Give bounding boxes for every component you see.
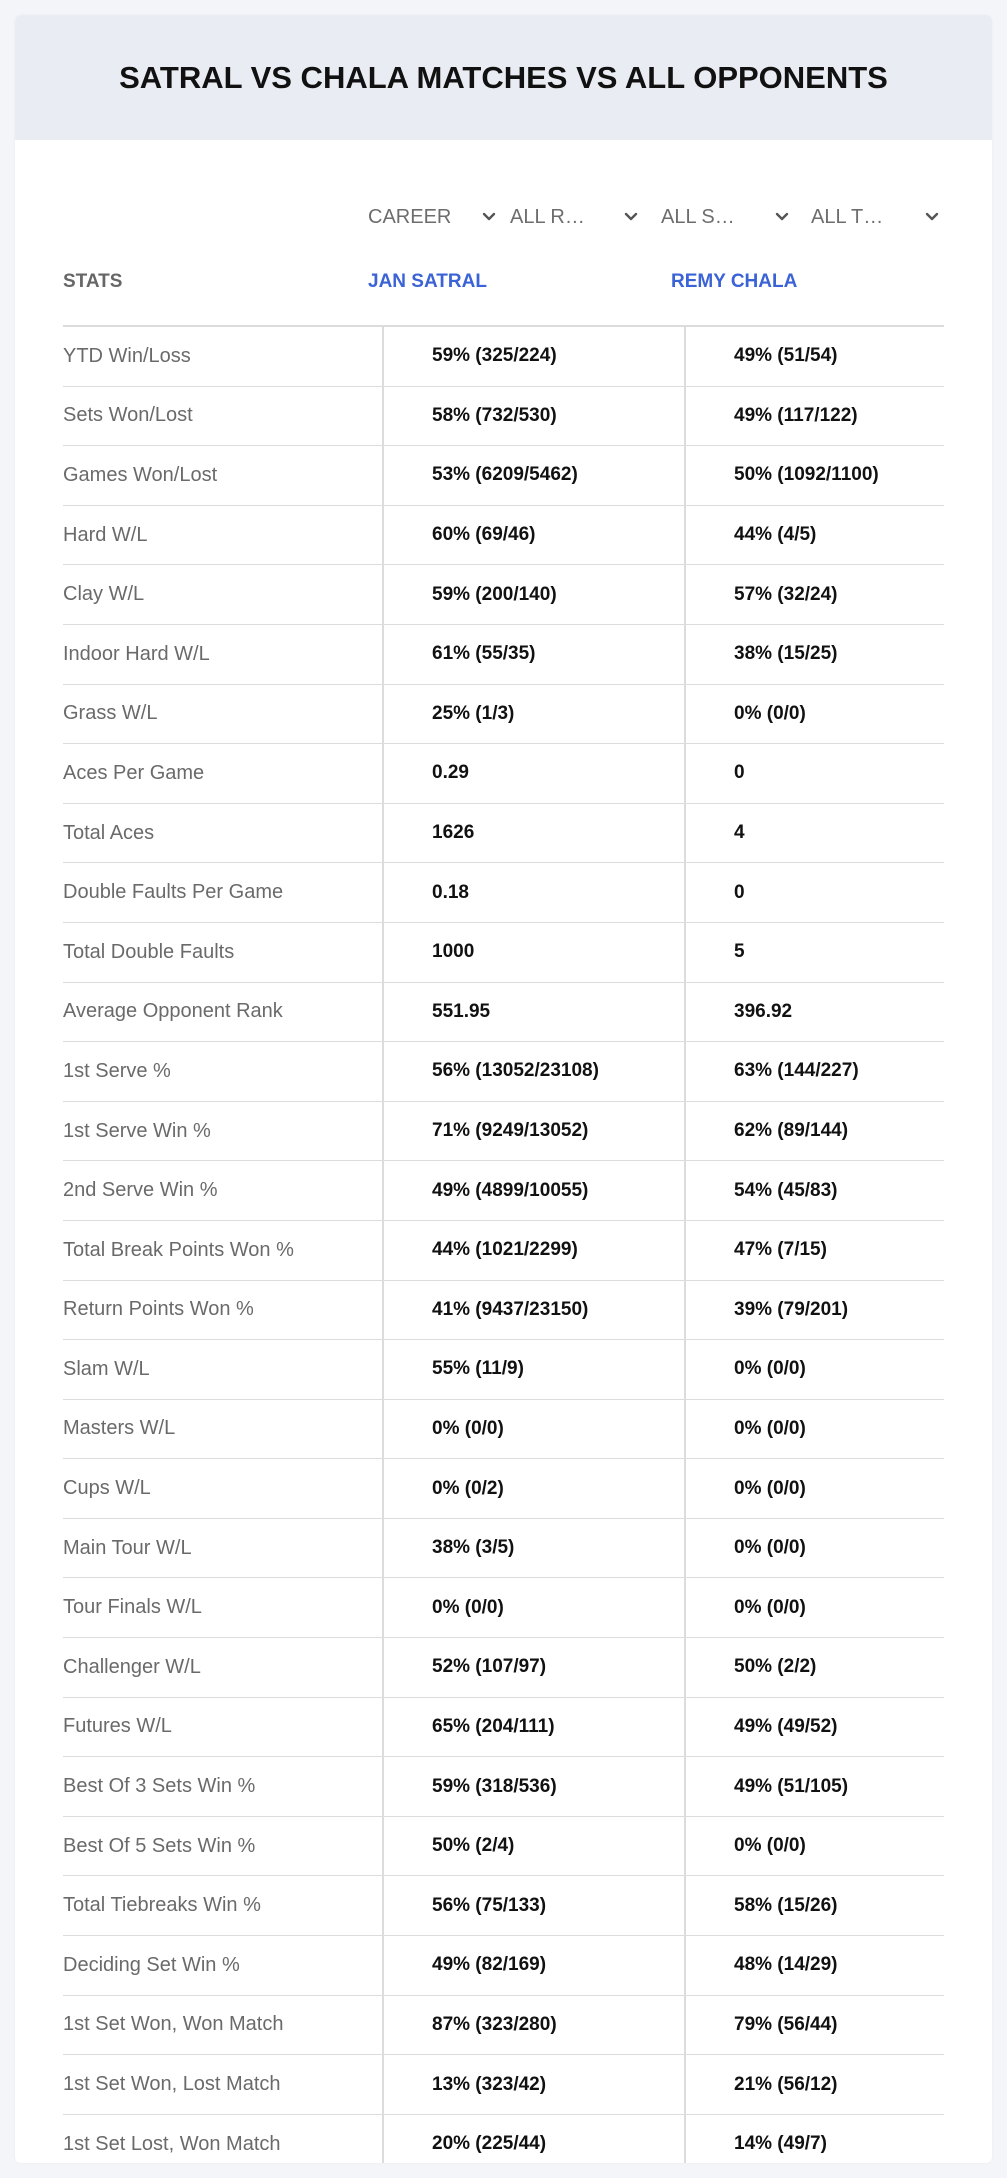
filter-label: CAREER — [368, 205, 452, 228]
player1-value: 59% (200/140) — [382, 565, 684, 624]
player1-value: 0% (0/0) — [382, 1578, 684, 1637]
player2-value: 39% (79/201) — [684, 1281, 986, 1340]
table-row — [63, 387, 944, 447]
filter-label: ALL S… — [661, 205, 735, 228]
stat-label: Main Tour W/L — [63, 1536, 192, 1559]
filter-round-select[interactable] — [510, 187, 640, 247]
stat-label: 1st Serve % — [63, 1059, 171, 1082]
player1-value: 1000 — [382, 923, 684, 982]
player1-value: 61% (55/35) — [382, 625, 684, 684]
player2-value: 21% (56/12) — [684, 2055, 986, 2114]
stat-label: Tour Finals W/L — [63, 1596, 202, 1619]
player2-value: 0% (0/0) — [684, 1340, 986, 1399]
player2-value: 14% (49/7) — [684, 2115, 986, 2163]
stat-label: Cups W/L — [63, 1477, 151, 1500]
stat-label: Sets Won/Lost — [63, 404, 193, 427]
player2-value: 0% (0/0) — [684, 1459, 986, 1518]
table-row — [63, 625, 944, 685]
table-row — [63, 1519, 944, 1579]
player2-value: 49% (51/105) — [684, 1757, 986, 1816]
table-body — [63, 327, 944, 2163]
chevron-down-icon — [923, 208, 941, 226]
stat-label: Deciding Set Win % — [63, 1953, 240, 1976]
page-title: SATRAL VS CHALA MATCHES VS ALL OPPONENTS — [119, 59, 888, 95]
table-row — [63, 1161, 944, 1221]
stat-label: Average Opponent Rank — [63, 1000, 283, 1023]
stat-label: Games Won/Lost — [63, 463, 218, 486]
stat-label: Best Of 3 Sets Win % — [63, 1775, 256, 1798]
table-row — [63, 1281, 944, 1341]
chevron-down-icon — [480, 208, 498, 226]
stat-label: 1st Set Won, Lost Match — [63, 2073, 281, 2096]
stat-label: Grass W/L — [63, 702, 158, 725]
table-row — [63, 446, 944, 506]
player1-value: 71% (9249/13052) — [382, 1102, 684, 1161]
player1-value: 50% (2/4) — [382, 1817, 684, 1876]
column-header-player2[interactable]: REMY CHALA — [671, 271, 798, 292]
page-header — [15, 15, 992, 140]
player2-value: 48% (14/29) — [684, 1936, 986, 1995]
player1-value: 551.95 — [382, 983, 684, 1042]
stat-label: 2nd Serve Win % — [63, 1179, 218, 1202]
player1-value: 49% (82/169) — [382, 1936, 684, 1995]
player2-value: 0% (0/0) — [684, 1578, 986, 1637]
table-row — [63, 2115, 944, 2163]
filter-label: ALL T… — [811, 205, 884, 228]
filter-label: ALL R… — [510, 205, 585, 228]
table-header — [63, 247, 944, 327]
stat-label: YTD Win/Loss — [63, 344, 191, 367]
table-row — [63, 1817, 944, 1877]
player1-value: 20% (225/44) — [382, 2115, 684, 2163]
player2-value: 54% (45/83) — [684, 1161, 986, 1220]
player2-value: 0 — [684, 863, 986, 922]
table-row — [63, 1340, 944, 1400]
player1-value: 0.18 — [382, 863, 684, 922]
filter-period-select[interactable] — [368, 187, 498, 247]
player2-value: 50% (2/2) — [684, 1638, 986, 1697]
player2-value: 0% (0/0) — [684, 1400, 986, 1459]
chevron-down-icon — [773, 208, 791, 226]
stats-table — [63, 247, 944, 2163]
player1-value: 53% (6209/5462) — [382, 446, 684, 505]
player2-value: 4 — [684, 804, 986, 863]
player1-value: 13% (323/42) — [382, 2055, 684, 2114]
player1-value: 55% (11/9) — [382, 1340, 684, 1399]
stat-label: Total Aces — [63, 821, 155, 844]
player2-value: 49% (49/52) — [684, 1698, 986, 1757]
table-row — [63, 1102, 944, 1162]
player2-value: 58% (15/26) — [684, 1876, 986, 1935]
player1-value: 52% (107/97) — [382, 1638, 684, 1697]
player2-value: 44% (4/5) — [684, 506, 986, 565]
table-row — [63, 1042, 944, 1102]
column-header-player1[interactable]: JAN SATRAL — [368, 271, 487, 292]
stat-label: 1st Serve Win % — [63, 1119, 211, 1142]
player1-value: 58% (732/530) — [382, 387, 684, 446]
player1-value: 1626 — [382, 804, 684, 863]
stat-label: Total Break Points Won % — [63, 1238, 294, 1261]
player2-value: 57% (32/24) — [684, 565, 986, 624]
player2-value: 47% (7/15) — [684, 1221, 986, 1280]
player2-value: 0% (0/0) — [684, 1519, 986, 1578]
stat-label: Masters W/L — [63, 1417, 176, 1440]
filter-bar — [15, 187, 992, 247]
player1-value: 56% (75/133) — [382, 1876, 684, 1935]
player2-value: 49% (117/122) — [684, 387, 986, 446]
player2-value: 49% (51/54) — [684, 327, 986, 386]
table-row — [63, 1936, 944, 1996]
stat-label: Aces Per Game — [63, 761, 205, 784]
table-row — [63, 863, 944, 923]
player2-value: 79% (56/44) — [684, 1996, 986, 2055]
player1-value: 44% (1021/2299) — [382, 1221, 684, 1280]
stat-label: Indoor Hard W/L — [63, 642, 210, 665]
filter-tournament-select[interactable] — [811, 187, 941, 247]
player1-value: 0.29 — [382, 744, 684, 803]
stat-label: Total Tiebreaks Win % — [63, 1894, 261, 1917]
stats-card — [15, 15, 992, 2163]
filter-surface-select[interactable] — [661, 187, 791, 247]
table-row — [63, 1876, 944, 1936]
player2-value: 50% (1092/1100) — [684, 446, 986, 505]
table-row — [63, 1578, 944, 1638]
table-row — [63, 2055, 944, 2115]
table-row — [63, 1996, 944, 2056]
table-row — [63, 923, 944, 983]
player2-value: 38% (15/25) — [684, 625, 986, 684]
player1-value: 65% (204/111) — [382, 1698, 684, 1757]
player2-value: 0% (0/0) — [684, 1817, 986, 1876]
table-row — [63, 1757, 944, 1817]
table-row — [63, 1638, 944, 1698]
player2-value: 0% (0/0) — [684, 685, 986, 744]
table-row — [63, 983, 944, 1043]
player1-value: 49% (4899/10055) — [382, 1161, 684, 1220]
player1-value: 41% (9437/23150) — [382, 1281, 684, 1340]
player2-value: 0 — [684, 744, 986, 803]
table-row — [63, 1221, 944, 1281]
table-row — [63, 744, 944, 804]
player1-value: 59% (318/536) — [382, 1757, 684, 1816]
stat-label: Clay W/L — [63, 583, 145, 606]
stat-label: Total Double Faults — [63, 940, 235, 963]
table-row — [63, 1400, 944, 1460]
player2-value: 62% (89/144) — [684, 1102, 986, 1161]
player1-value: 56% (13052/23108) — [382, 1042, 684, 1101]
player1-value: 60% (69/46) — [382, 506, 684, 565]
player1-value: 0% (0/2) — [382, 1459, 684, 1518]
table-row — [63, 506, 944, 566]
stat-label: Return Points Won % — [63, 1298, 254, 1321]
chevron-down-icon — [622, 208, 640, 226]
player1-value: 0% (0/0) — [382, 1400, 684, 1459]
table-row — [63, 1698, 944, 1758]
player2-value: 5 — [684, 923, 986, 982]
player2-value: 396.92 — [684, 983, 986, 1042]
stat-label: Best Of 5 Sets Win % — [63, 1834, 256, 1857]
player1-value: 87% (323/280) — [382, 1996, 684, 2055]
column-header-stats: STATS — [63, 271, 123, 292]
stat-label: 1st Set Lost, Won Match — [63, 2132, 281, 2155]
table-row — [63, 685, 944, 745]
stat-label: 1st Set Won, Won Match — [63, 2013, 284, 2036]
stat-label: Challenger W/L — [63, 1655, 201, 1678]
table-row — [63, 804, 944, 864]
player2-value: 63% (144/227) — [684, 1042, 986, 1101]
table-row — [63, 327, 944, 387]
table-row — [63, 1459, 944, 1519]
player1-value: 25% (1/3) — [382, 685, 684, 744]
stat-label: Hard W/L — [63, 523, 148, 546]
table-row — [63, 565, 944, 625]
stat-label: Double Faults Per Game — [63, 881, 284, 904]
stat-label: Futures W/L — [63, 1715, 172, 1738]
player1-value: 38% (3/5) — [382, 1519, 684, 1578]
stat-label: Slam W/L — [63, 1357, 150, 1380]
player1-value: 59% (325/224) — [382, 327, 684, 386]
